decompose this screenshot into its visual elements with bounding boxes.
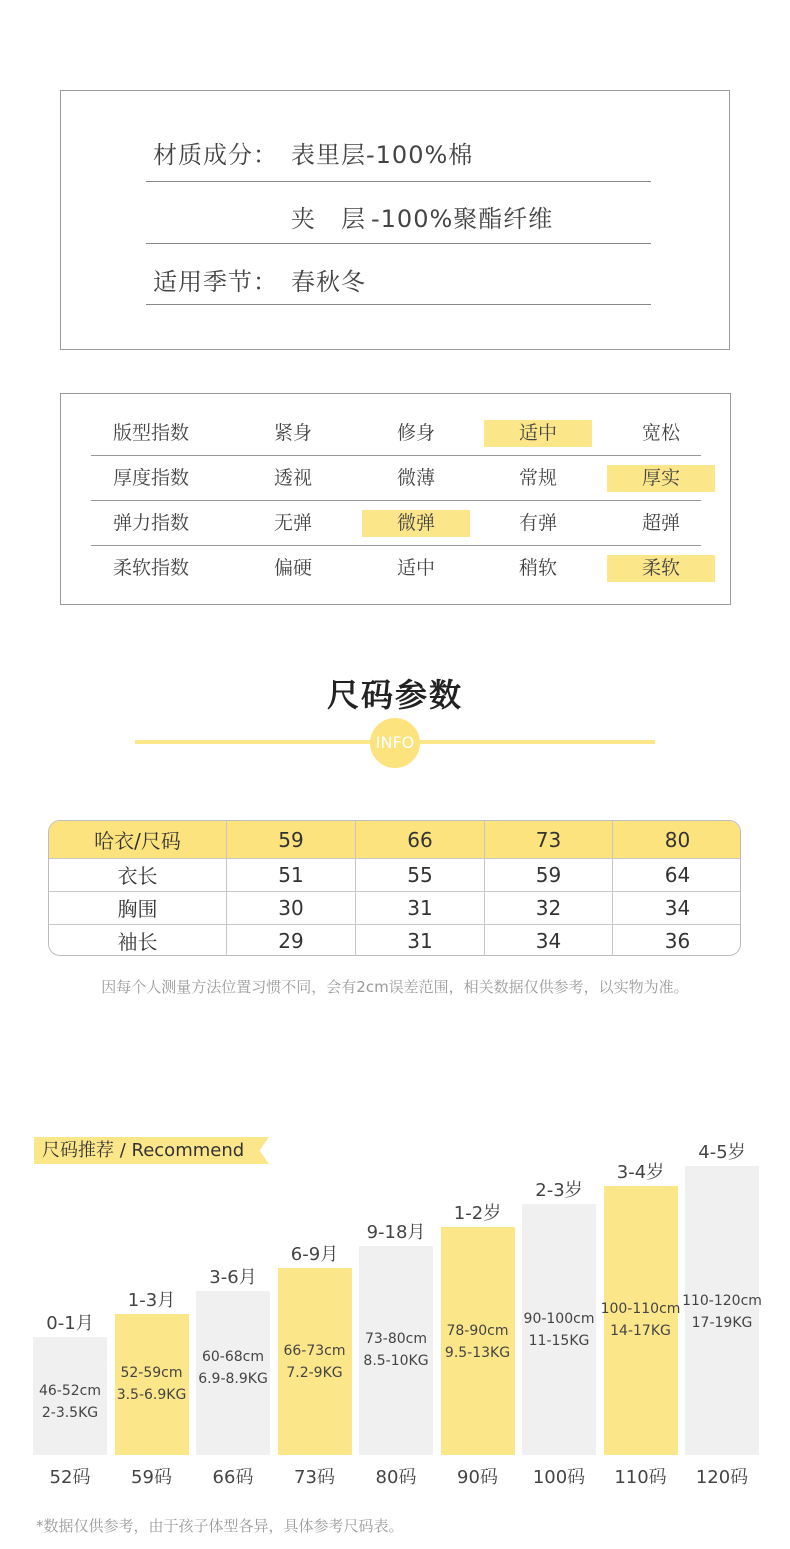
recommend-size-label: 100码 xyxy=(532,1467,586,1488)
table-cell: 31 xyxy=(356,924,485,956)
index-row-label: 厚度指数 xyxy=(112,467,189,489)
index-option: 常规 xyxy=(518,467,557,489)
recommend-age-label: 1-2岁 xyxy=(453,1203,502,1224)
size-table-note: 因每个人测量方法位置习惯不同，会有2cm误差范围，相关数据仅供参考，以实物为准。 xyxy=(101,978,689,996)
recommend-weight: 9.5-13KG xyxy=(444,1345,511,1361)
table-cell: 51 xyxy=(227,858,356,891)
interlayer-label: 夹 层 xyxy=(291,205,366,233)
index-option-selected: 微弹 xyxy=(362,510,470,537)
table-cell: 29 xyxy=(227,924,356,956)
table-cell: 30 xyxy=(227,891,356,924)
divider xyxy=(146,304,651,305)
recommend-weight: 2-3.5KG xyxy=(41,1405,99,1421)
recommend-height: 46-52cm xyxy=(38,1383,101,1399)
index-option-selected: 适中 xyxy=(484,420,592,447)
table-header-cell: 80 xyxy=(664,827,691,852)
recommend-weight: 6.9-8.9KG xyxy=(198,1371,268,1387)
table-cell: 胸围 xyxy=(49,891,227,924)
season-label: 适用季节： xyxy=(153,268,278,296)
divider xyxy=(146,243,651,244)
recommend-size-label: 90码 xyxy=(457,1467,498,1488)
recommend-size-label: 52码 xyxy=(49,1467,91,1488)
index-option: 稍软 xyxy=(518,557,557,579)
recommend-weight: 7.2-9KG xyxy=(286,1365,343,1381)
table-header-cell: 66 xyxy=(356,821,485,858)
divider xyxy=(146,181,651,182)
recommend-age-label: 2-3岁 xyxy=(535,1180,583,1201)
fabric-index-table xyxy=(60,393,731,605)
index-option: 适中 xyxy=(396,557,435,579)
table-cell: 31 xyxy=(356,891,485,924)
table-cell: 34 xyxy=(485,924,613,956)
recommend-height: 73-80cm xyxy=(364,1331,427,1347)
divider xyxy=(91,455,701,456)
recommend-height: 90-100cm xyxy=(523,1311,595,1327)
recommend-size-label: 59码 xyxy=(131,1467,172,1488)
table-row xyxy=(49,924,741,956)
recommend-note: *数据仅供参考，由于孩子体型各异，具体参考尺码表。 xyxy=(36,1517,404,1535)
size-table xyxy=(48,820,741,956)
index-option: 透视 xyxy=(273,467,312,489)
recommend-size-label: 80码 xyxy=(375,1467,417,1488)
index-option: 微薄 xyxy=(396,467,435,489)
table-row xyxy=(49,858,741,891)
recommend-age-label: 4-5岁 xyxy=(698,1142,746,1163)
table-cell: 55 xyxy=(356,858,485,891)
table-row xyxy=(49,891,741,924)
recommend-size-label: 66码 xyxy=(212,1467,254,1488)
index-option: 超弹 xyxy=(641,512,680,534)
recommend-height: 66-73cm xyxy=(283,1343,346,1359)
table-cell: 34 xyxy=(664,895,691,920)
recommend-weight: 17-19KG xyxy=(691,1315,753,1331)
table-cell: 59 xyxy=(485,858,613,891)
recommend-age-label: 1-3月 xyxy=(127,1290,176,1311)
index-option: 修身 xyxy=(396,422,435,444)
recommend-height: 110-120cm xyxy=(682,1293,762,1309)
divider xyxy=(91,500,701,501)
recommend-age-label: 0-1月 xyxy=(46,1313,94,1334)
recommend-size-label: 120码 xyxy=(695,1467,749,1488)
recommend-age-label: 6-9月 xyxy=(290,1244,339,1265)
recommend-height: 60-68cm xyxy=(201,1349,264,1365)
recommend-weight: 8.5-10KG xyxy=(363,1353,429,1369)
index-option-selected: 厚实 xyxy=(607,465,715,492)
recommend-height: 100-110cm xyxy=(600,1301,681,1317)
index-option: 宽松 xyxy=(641,422,680,444)
section-title: 尺码参数 xyxy=(326,676,463,714)
recommend-age-label: 9-18月 xyxy=(366,1222,426,1243)
table-header-cell: 59 xyxy=(227,821,356,858)
material-info-box xyxy=(60,90,730,350)
interlayer-value: -100%聚酯纤维 xyxy=(371,205,554,233)
index-option: 无弹 xyxy=(273,512,312,534)
table-cell: 衣长 xyxy=(49,858,227,891)
index-option: 偏硬 xyxy=(273,557,312,579)
index-option: 紧身 xyxy=(273,422,312,444)
table-cell: 36 xyxy=(664,928,691,953)
index-row-label: 柔软指数 xyxy=(112,557,189,579)
season-value: 春秋冬 xyxy=(291,268,366,296)
table-header-cell: 73 xyxy=(485,821,613,858)
recommend-weight: 11-15KG xyxy=(528,1333,590,1349)
index-option-selected: 柔软 xyxy=(607,555,715,582)
recommend-height: 78-90cm xyxy=(446,1323,509,1339)
table-header-row xyxy=(49,821,741,858)
divider xyxy=(91,545,701,546)
recommend-weight: 14-17KG xyxy=(610,1323,671,1339)
table-header-cell: 哈衣/尺码 xyxy=(49,821,227,858)
table-cell: 32 xyxy=(485,891,613,924)
material-label: 材质成分： xyxy=(153,141,278,169)
material-value: 表里层-100%棉 xyxy=(291,141,474,169)
info-badge: INFO xyxy=(370,718,420,768)
recommend-height: 52-59cm xyxy=(120,1365,183,1381)
recommend-tag: 尺码推荐 / Recommend xyxy=(42,1140,245,1161)
recommend-age-label: 3-4岁 xyxy=(616,1162,665,1183)
recommend-weight: 3.5-6.9KG xyxy=(116,1387,187,1403)
table-cell: 袖长 xyxy=(49,924,227,956)
index-row-label: 弹力指数 xyxy=(112,512,189,534)
recommend-age-label: 3-6月 xyxy=(209,1267,257,1288)
recommend-size-label: 110码 xyxy=(614,1467,667,1488)
index-option: 有弹 xyxy=(518,512,557,534)
table-cell: 64 xyxy=(664,862,691,887)
index-row-label: 版型指数 xyxy=(112,422,189,444)
recommend-size-label: 73码 xyxy=(294,1467,335,1488)
